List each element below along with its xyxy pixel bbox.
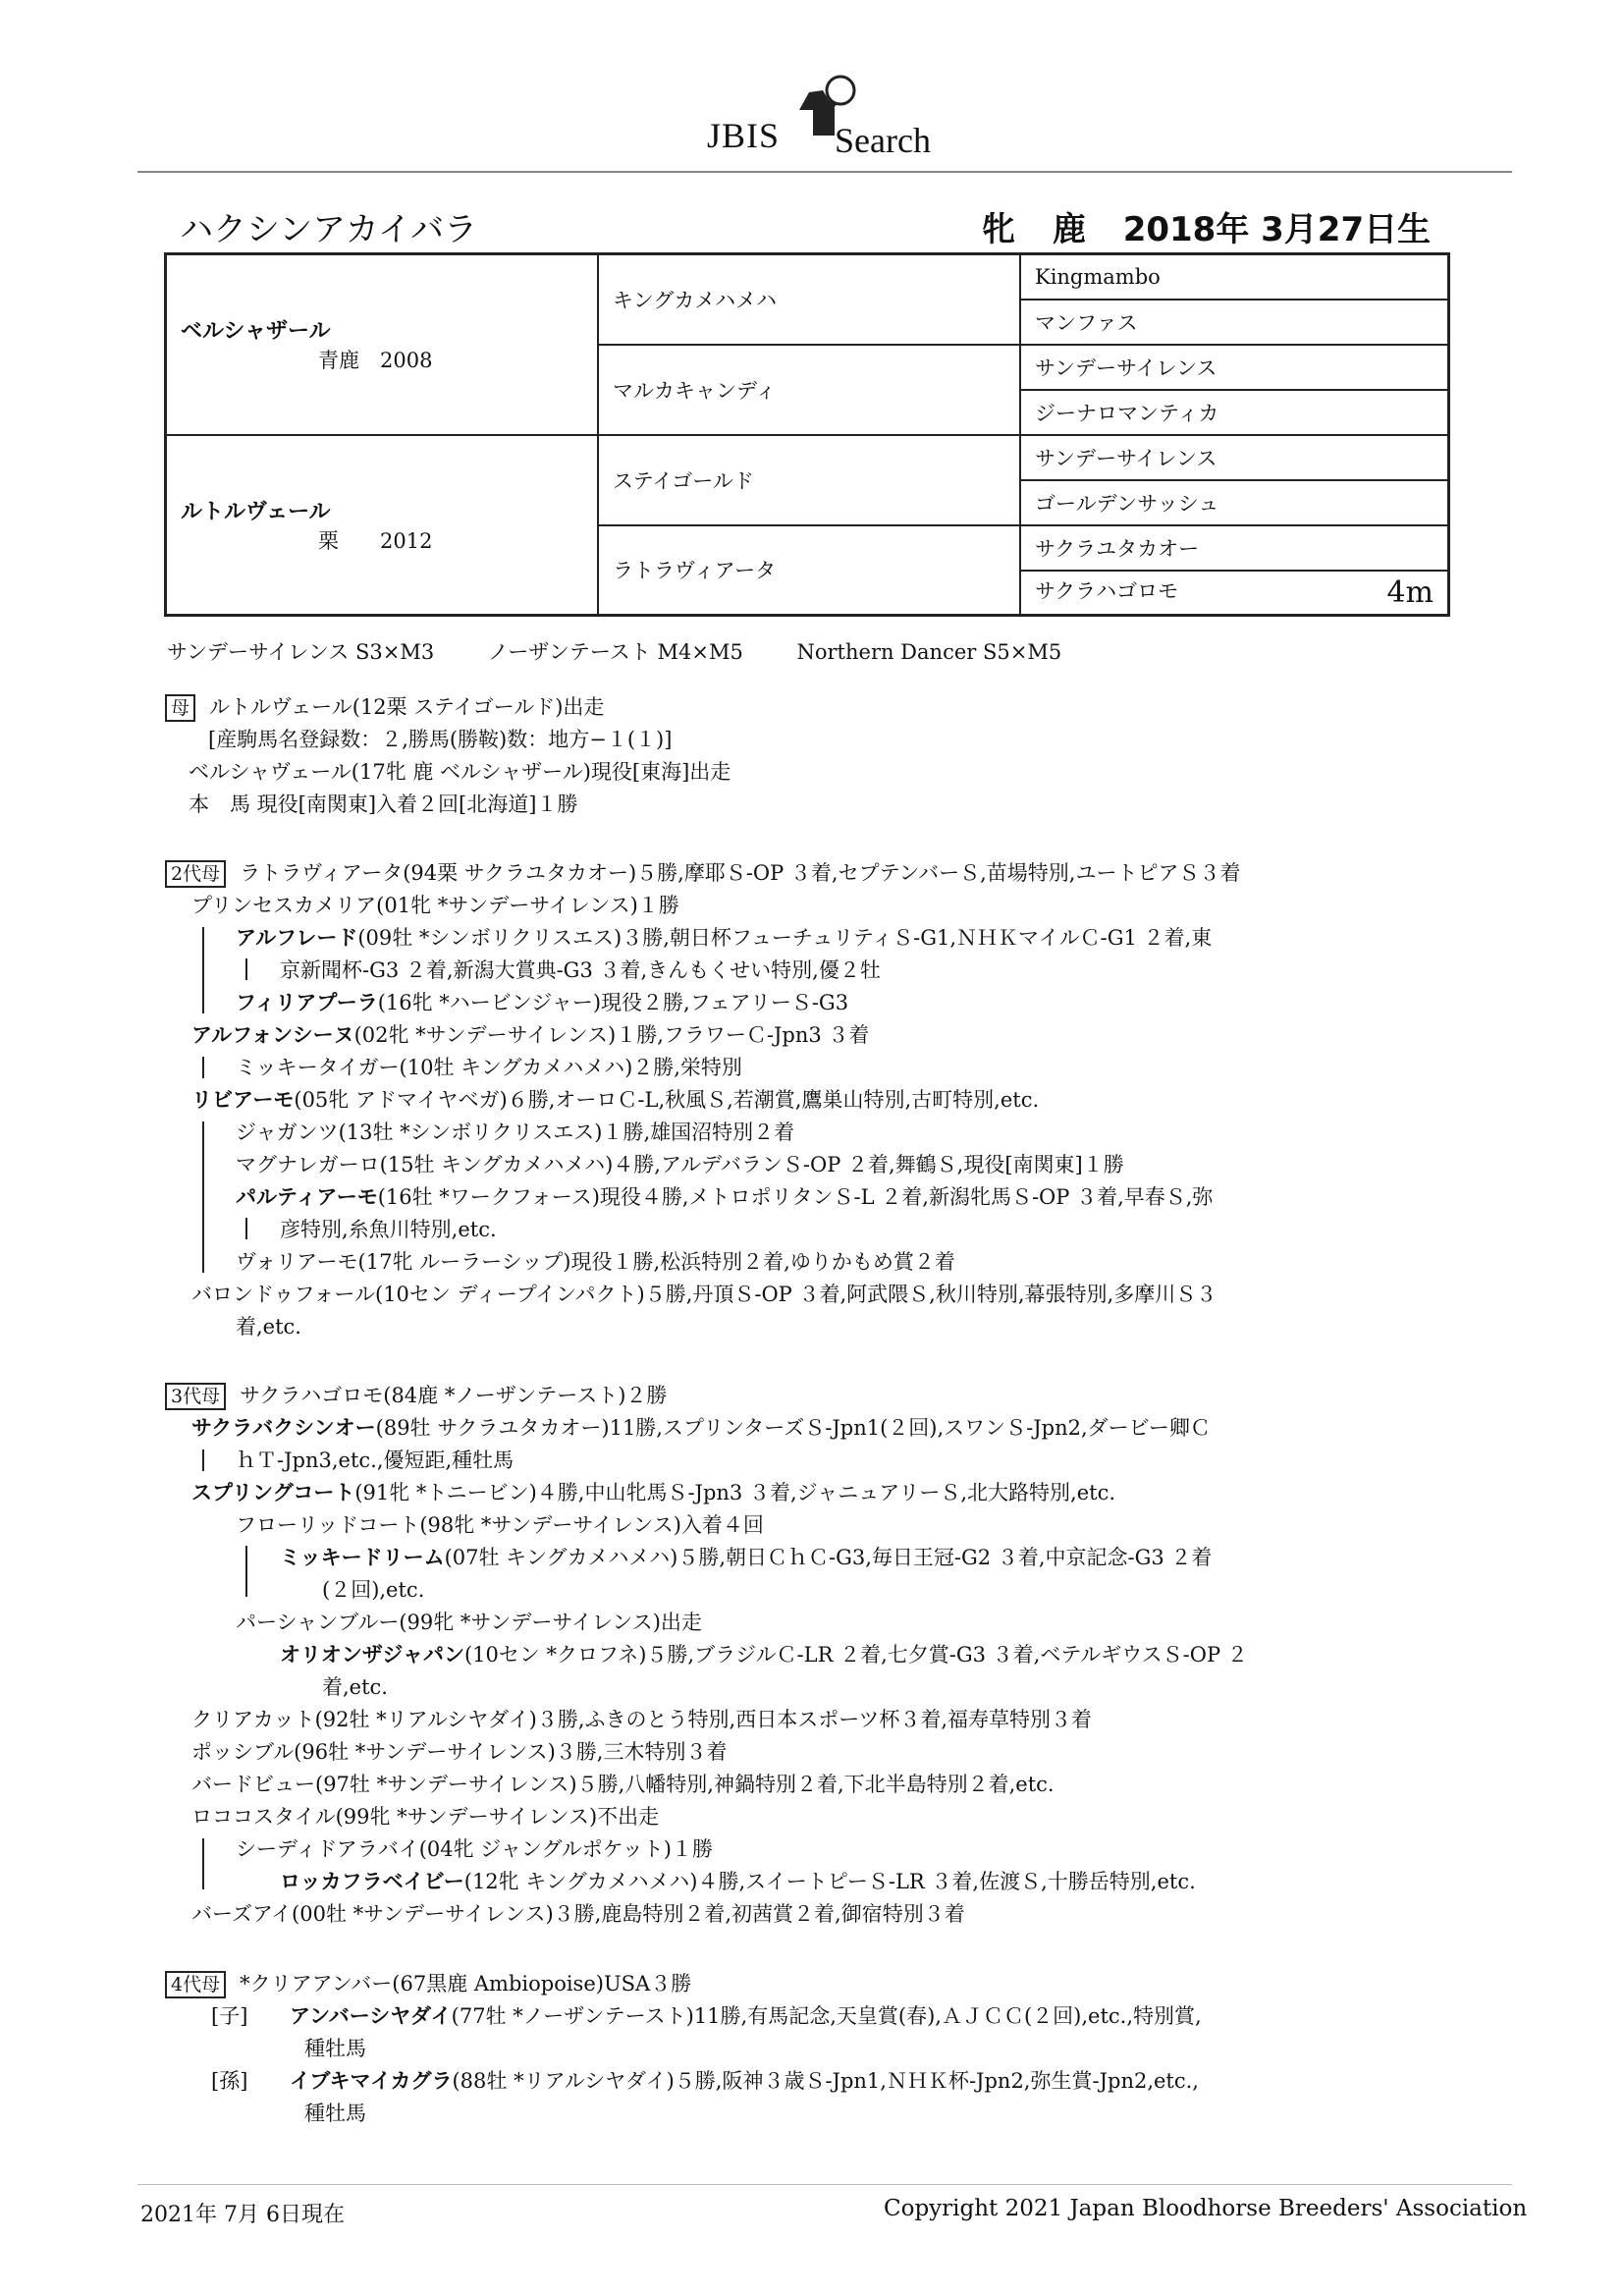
tree-line	[202, 1838, 204, 1889]
tree-line	[245, 958, 247, 980]
pedigree-g3-3: サンデーサイレンス	[1020, 345, 1449, 390]
dam-info: 栗 2012	[318, 528, 433, 553]
g3-line-14: ロココスタイル(99牝 *サンデーサイレンス)不出走	[191, 1805, 660, 1829]
horse-color: 鹿	[1052, 210, 1086, 249]
pedigree-g3-1: Kingmambo	[1020, 254, 1449, 300]
g2-line-12: 彦特別,糸魚川特別,etc.	[280, 1218, 497, 1241]
g3-line-13: バードビュー(97牡 *サンデーサイレンス)５勝,八幡特別,神鍋特別２着,下北半島特別２着,etc.	[191, 1773, 1055, 1796]
pedigree-g3-2: マンファス	[1020, 300, 1449, 345]
g2-line-11: パルティアーモ(16牡 *ワークフォース)現役４勝,メトロポリタンＳ-L ２着,新潟牝馬Ｓ-OP ３着,早春Ｓ,弥	[236, 1185, 1214, 1209]
g4-line-4: [孫] イブキマイカグラ(88牡 *リアルシヤダイ)５勝,阪神３歳Ｓ-Jpn1,ＮＨＫ杯-Jpn2,弥生賞-Jpn2,etc.,	[211, 2069, 1199, 2093]
header-divider	[137, 171, 1512, 173]
footer-date: 2021年 7月 6日現在	[140, 2203, 345, 2227]
family-number: 4m	[1386, 574, 1434, 610]
pedigree-g3-7: サクラユタカオー	[1020, 525, 1449, 571]
sire-name: ベルシャザール	[181, 319, 331, 345]
g3-line-4: スプリングコート(91牝 *トニービン)４勝,中山牝馬Ｓ-Jpn3 ３着,ジャニュアリーＳ,北大路特別,etc.	[191, 1481, 1116, 1504]
g3-line-12: ポッシブル(96牡 *サンデーサイレンス)３勝,三木特別３着	[191, 1740, 728, 1764]
g2-line-3: アルフレード(09牡 *シンボリクリスエス)３勝,朝日杯フューチュリティＳ-G1,ＮＨＫマイルＣ-G1 ２着,東	[236, 926, 1213, 950]
g2-line-2: プリンセスカメリア(01牝 *サンデーサイレンス)１勝	[191, 894, 679, 917]
horse-sex: 牝	[982, 210, 1015, 249]
g2-line-15: 着,etc.	[236, 1315, 301, 1339]
g3-line-5: フローリッドコート(98牝 *サンデーサイレンス)入着４回	[236, 1513, 764, 1537]
tree-line	[202, 1121, 204, 1273]
tree-line	[202, 1449, 204, 1471]
horse-info	[982, 202, 1456, 250]
pedigree-g3-5: サンデーサイレンス	[1020, 435, 1449, 480]
tree-line	[202, 1057, 204, 1078]
dam-cell	[166, 435, 599, 616]
g3-line-8: パーシャンブルー(99牝 *サンデーサイレンス)出走	[236, 1611, 702, 1634]
pedigree-g3-4: ジーナロマンティカ	[1020, 390, 1449, 435]
dam-sire: ステイゴールド	[598, 435, 1020, 525]
g2-line-13: ヴォリアーモ(17牝 ルーラーシップ)現役１勝,松浜特別２着,ゆりかもめ賞２着	[236, 1250, 955, 1274]
sire-cell	[166, 254, 599, 435]
g3-line-10: 着,etc.	[322, 1675, 388, 1699]
pedigree-g3-8-name: サクラハゴロモ	[1035, 578, 1179, 603]
dam-line-2: [産駒馬名登録数：２,勝馬(勝鞍)数：地方−１(１)]	[208, 728, 673, 751]
sire-dam: マルカキャンディ	[598, 345, 1020, 435]
g2-line-8: リビアーモ(05牝 アドマイヤベガ)６勝,オーロＣ-L,秋風Ｓ,若潮賞,鷹巣山特別,古町特別,etc.	[191, 1088, 1040, 1112]
g3-line-16: ロッカフラベイビー(12牝 キングカメハメハ)４勝,スイートピーＳ-LR ３着,佐渡Ｓ,十勝岳特別,etc.	[280, 1870, 1196, 1893]
g2-line-10: マグナレガーロ(15牡 キングカメハメハ)４勝,アルデバランＳ-OP ２着,舞鶴Ｓ,現役[南関東]１勝	[236, 1153, 1124, 1176]
g3-line-7: (２回),etc.	[322, 1578, 425, 1602]
g2-line-14: バロンドゥフォール(10セン ディープインパクト)５勝,丹頂Ｓ-OP ３着,阿武隈Ｓ,秋川特別,幕張特別,多摩川Ｓ３	[191, 1283, 1218, 1306]
dam-line-1: 母 ルトルヴェール(12栗 ステイゴールド)出走	[165, 691, 604, 724]
jbis-logo	[707, 71, 943, 169]
g4-tag: 4代母	[165, 1971, 226, 1998]
sire-info: 青鹿 2008	[318, 349, 433, 373]
sire-sire: キングカメハメハ	[598, 254, 1020, 345]
g3-line-11: クリアカット(92牡 *リアルシヤダイ)３勝,ふきのとう特別,西日本スポーツ杯３着,福寿草特別３着	[191, 1708, 1093, 1731]
pedigree-table	[164, 252, 1450, 617]
footer-divider	[137, 2184, 1512, 2185]
logo-jbis-text: JBIS	[707, 116, 781, 155]
g3-line-17: バーズアイ(00牡 *サンデーサイレンス)３勝,鹿島特別２着,初茜賞２着,御宿特別３着	[191, 1902, 965, 1926]
g2-line-6: アルフォンシーヌ(02牝 *サンデーサイレンス)１勝,フラワーＣ-Jpn3 ３着	[191, 1023, 870, 1047]
inbreeding-2: ノーザンテースト M4×M5	[487, 640, 743, 664]
g3-line-6: ミッキードリーム(07牡 キングカメハメハ)５勝,朝日ＣｈＣ-G3,毎日王冠-G2 ３着,中京記念-G3 ２着	[280, 1546, 1213, 1569]
dam-name: ルトルヴェール	[181, 499, 331, 524]
horse-birth: 2018年 3月27日生	[1122, 210, 1432, 249]
g3-line-2: サクラバクシンオー(89牡 サクラユタカオー)11勝,スプリンターズＳ-Jpn1(２回),スワンＳ-Jpn2,ダービー卿Ｃ	[191, 1416, 1211, 1440]
g4-line-5: 種牡馬	[304, 2102, 366, 2125]
g3-tag: 3代母	[165, 1383, 226, 1410]
inbreeding-3: Northern Dancer S5×M5	[796, 640, 1062, 664]
g2-line-1: 2代母 ラトラヴィアータ(94栗 サクラユタカオー)５勝,摩耶Ｓ-OP ３着,セプテンバーＳ,苗場特別,ユートピアＳ３着	[165, 857, 1240, 890]
g3-line-1: 3代母 サクラハゴロモ(84鹿 *ノーザンテースト)２勝	[165, 1380, 667, 1412]
dam-line-4: 本 馬 現役[南関東]入着２回[北海道]１勝	[189, 793, 578, 816]
dam-tag: 母	[165, 694, 195, 722]
g2-line-9: ジャガンツ(13牡 *シンボリクリスエス)１勝,雄国沼特別２着	[236, 1121, 795, 1144]
tree-line	[202, 927, 204, 1013]
inbreeding-1: サンデーサイレンス S3×M3	[167, 640, 435, 664]
g4-line-2: [子] アンバーシヤダイ(77牡 *ノーザンテースト)11勝,有馬記念,天皇賞(春),ＡＪＣＣ(２回),etc.,特別賞,	[211, 2004, 1202, 2028]
tree-line	[245, 1218, 247, 1239]
dam-dam: ラトラヴィアータ	[598, 525, 1020, 616]
pedigree-g3-8	[1020, 571, 1449, 616]
pedigree-g3-6: ゴールデンサッシュ	[1020, 480, 1449, 525]
dam-line-3: ベルシャヴェール(17牝 鹿 ベルシャザール)現役[東海]出走	[189, 760, 731, 784]
g2-line-7: ミッキータイガー(10牡 キングカメハメハ)２勝,栄特別	[236, 1056, 742, 1079]
logo-search-text: Search	[835, 121, 931, 160]
g3-line-15: シーディドアラバイ(04牝 ジャングルポケット)１勝	[236, 1837, 713, 1861]
footer-copyright: Copyright 2021 Japan Bloodhorse Breeders' Association	[884, 2196, 1528, 2221]
g2-line-4: 京新聞杯-G3 ２着,新潟大賞典-G3 ３着,きんもくせい特別,優２牡	[280, 958, 881, 982]
g3-line-9: オリオンザジャパン(10セン *クロフネ)５勝,ブラジルＣ-LR ２着,七夕賞-G3 ３着,ベテルギウスＳ-OP ２	[280, 1643, 1248, 1667]
g4-line-1: 4代母 *クリアアンバー(67黒鹿 Ambiopoise)USA３勝	[165, 1968, 691, 2000]
g3-line-3: ｈＴ-Jpn3,etc.,優短距,種牡馬	[236, 1449, 514, 1472]
horse-name: ハクシンアカイバラ	[180, 210, 478, 249]
g2-tag: 2代母	[165, 860, 226, 888]
tree-line	[245, 1546, 247, 1597]
g4-line-3: 種牡馬	[304, 2037, 366, 2060]
g2-line-5: フィリアプーラ(16牝 *ハービンジャー)現役２勝,フェアリーＳ-G3	[236, 991, 849, 1014]
inbreeding-line	[167, 636, 1109, 666]
